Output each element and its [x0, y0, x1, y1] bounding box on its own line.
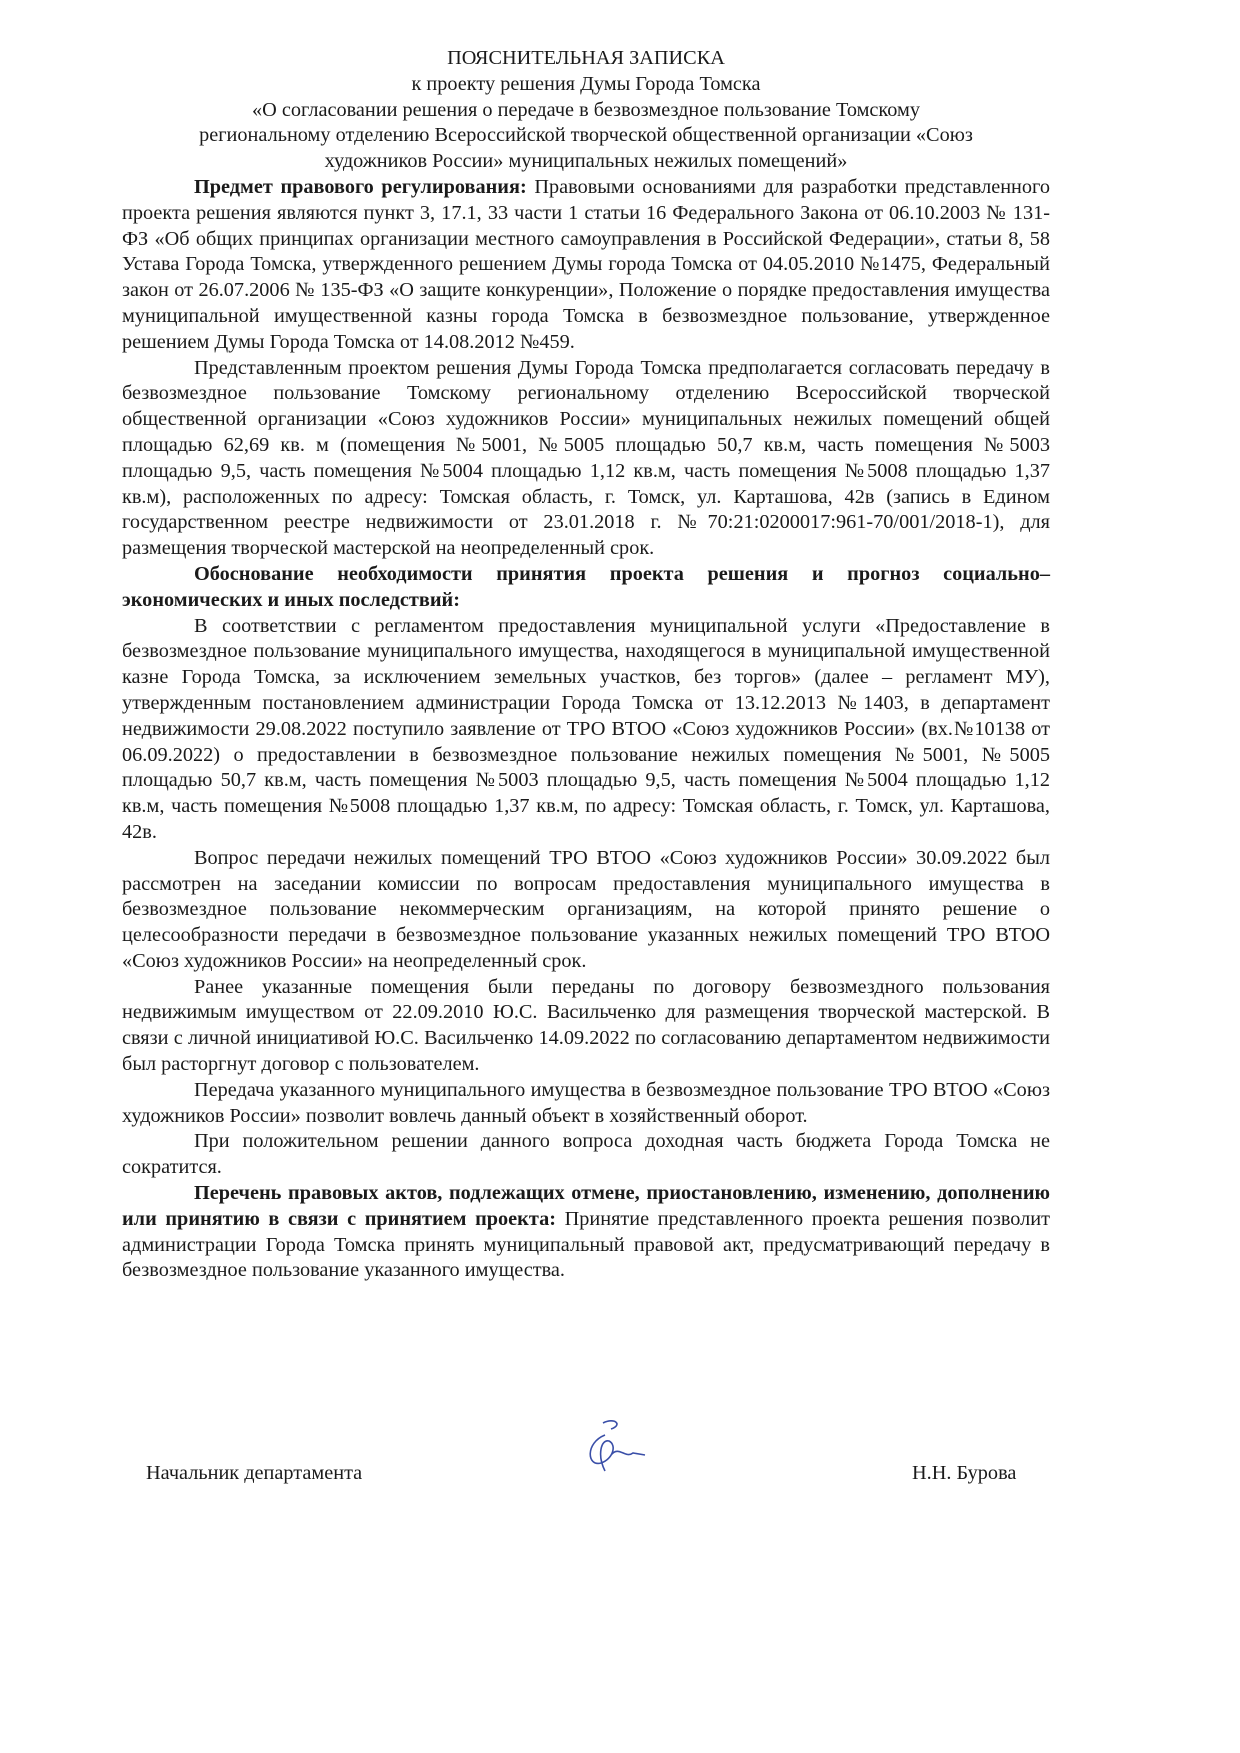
paragraph-subject — [122, 175, 1050, 356]
section-heading: Предмет правового регулирования: — [194, 175, 527, 198]
section-heading-rationale — [122, 562, 1050, 614]
handwritten-signature — [575, 1415, 655, 1485]
title-line: региональному отделению Всероссийской творческой общественной организации «Союз — [199, 124, 973, 147]
paragraph: Передача указанного муниципального имущества в безвозмездное пользование ТРО ВТОО «Союз художников России» позволит вовлечь данный объект в хозяйственный оборот. — [122, 1078, 1050, 1127]
section-heading: Обоснование необходимости принятия проекта решения и прогноз социально–экономических и иных последствий: — [122, 562, 1050, 611]
paragraph: Представленным проектом решения Думы Города Томска предполагается согласовать передачу в безвозмездное пользование Томскому региональному отделению Всероссийской творческой общественной организации «Союз художников России» муниципальных нежилых помещений общей площадью 62,69 кв. м (помещения №5001, №5005 площадью 50,7 кв.м, часть помещения №5003 площадью 9,5, часть помещения №5004 площадью 1,12 кв.м, часть помещения №5008 площадью 1,37 кв.м), расположенных по адресу: Томская область, г. Томск, ул. Карташова, 42в (запись в Едином государственном реестре недвижимости от 23.01.2018 г. №70:21:0200017:961-70/001/2018-1), для размещения творческой мастерской на неопределенный срок. — [122, 356, 1050, 560]
title-line: ПОЯСНИТЕЛЬНАЯ ЗАПИСКА — [447, 47, 725, 69]
signatory-position: Начальник департамента — [146, 1462, 363, 1484]
section-heading: Перечень правовых актов, подлежащих отмене, приостановлению, изменению, дополнению или принятию в связи с принятием проекта: — [122, 1182, 1050, 1230]
title-line: художников России» муниципальных нежилых помещений» — [324, 150, 848, 173]
signatory-name: Н.Н. Бурова — [912, 1462, 1017, 1484]
paragraph: Ранее указанные помещения были переданы по договору безвозмездного пользования недвижимым имуществом от 22.09.2010 Ю.С. Васильченко для размещения творческой мастерской. В связи с личной инициативой Ю.С. Васильченко 14.09.2022 по согласованию департаментом недвижимости был расторгнут договор с пользователем. — [122, 975, 1050, 1076]
paragraph-text: Правовыми основаниями для разработки представленного проекта решения являются пункт 3, 17.1, 33 части 1 статьи 16 Федерального Закона от 06.10.2003 № 131-ФЗ «Об общих принципах организации местного самоуправления в Российской Федерации», статьи 8, 58 Устава Города Томска, утвержденного решением Думы города Томска от 04.05.2010 №1475, Федеральный закон от 26.07.2006 № 135-ФЗ «О защите конкуренции», Положение о порядке предоставления имущества муниципальной имущественной казны города Томска в безвозмездное пользование, утвержденное решением Думы Города Томска от 14.08.2012 №459. — [122, 175, 1050, 353]
title-line: к проекту решения Думы Города Томска — [411, 72, 761, 95]
paragraph: Вопрос передачи нежилых помещений ТРО ВТОО «Союз художников России» 30.09.2022 был рассмотрен на заседании комиссии по вопросам предоставления муниципального имущества в безвозмездное пользование некоммерческим организациям, на которой принято решение о целесообразности передачи в безвозмездное пользование указанных нежилых помещений ТРО ВТОО «Союз художников России» на неопределенный срок. — [122, 846, 1050, 972]
document-body — [122, 46, 1050, 1284]
title-line: «О согласовании решения о передаче в безвозмездное пользование Томскому — [252, 98, 920, 121]
document-title — [122, 46, 1050, 175]
paragraph: В соответствии с регламентом предоставления муниципальной услуги «Предоставление в безвозмездное пользование муниципального имущества, находящегося в муниципальной имущественной казне Города Томска, за исключением земельных участков, без торгов» (далее – регламент МУ), утвержденным постановлением администрации Города Томска от 13.12.2013 №1403, в департамент недвижимости 29.08.2022 поступило заявление от ТРО ВТОО «Союз художников России» (вх.№10138 от 06.09.2022) о предоставлении в безвозмездное пользование нежилых помещения №5001, №5005 площадью 50,7 кв.м, часть помещения №5003 площадью 9,5, часть помещения №5004 площадью 1,12 кв.м, часть помещения №5008 площадью 1,37 кв.м, по адресу: Томская область, г. Томск, ул. Карташова, 42в. — [122, 614, 1050, 843]
paragraph-acts — [122, 1181, 1050, 1284]
paragraph-text: Принятие представленного проекта решения позволит администрации Города Томска принять муниципальный правовой акт, предусматривающий передачу в безвозмездное пользование указанного имущества. — [122, 1207, 1050, 1282]
paragraph: При положительном решении данного вопроса доходная часть бюджета Города Томска не сократится. — [122, 1130, 1050, 1179]
